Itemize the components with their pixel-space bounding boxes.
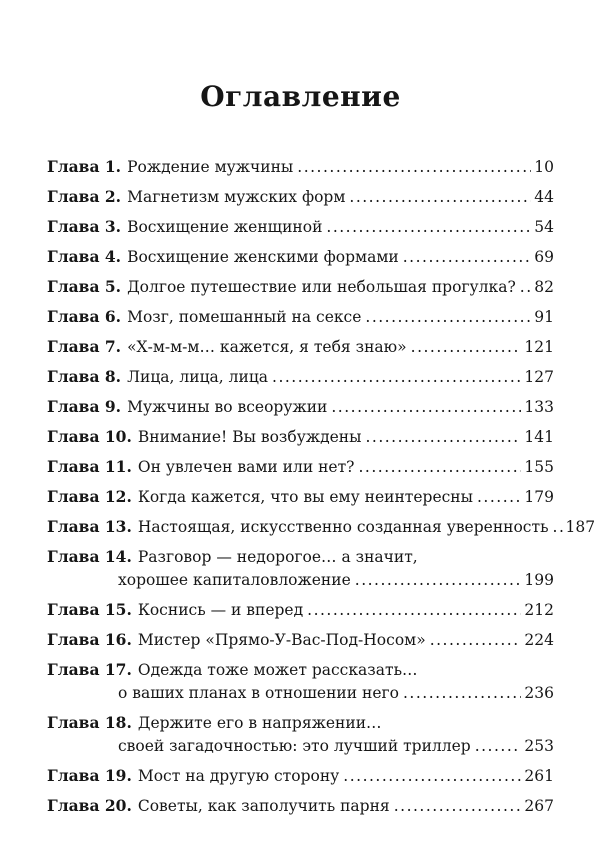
chapter-title: Мистер «Прямо-У-Вас-Под-Носом» [137,631,426,649]
dot-leader [343,765,521,788]
toc-line [47,682,554,705]
chapter-label: Глава 11. [47,457,132,476]
toc-entry [47,598,554,622]
chapter-title: Он увлечен вами или нет? [137,458,355,476]
dot-leader [553,516,563,539]
chapter-title: Магнетизм мужских форм [127,188,346,206]
toc-line [47,215,554,239]
dot-leader [365,306,531,329]
chapter-title: Держите его в напряжении… [137,714,382,732]
chapter-label: Глава 10. [47,427,132,446]
page-number: 261 [524,767,554,785]
dot-leader [394,795,522,818]
chapter-label: Глава 8. [47,367,122,386]
toc-entry [47,794,554,818]
toc-line [47,545,554,569]
page-number: 10 [534,158,554,176]
chapter-label: Глава 14. [47,547,132,566]
dot-leader [430,629,522,652]
chapter-title: Рождение мужчины [127,158,294,176]
dot-leader [520,276,532,299]
chapter-label: Глава 20. [47,796,132,815]
toc-entry [47,628,554,652]
chapter-label: Глава 15. [47,600,132,619]
page-title: Оглавление [200,80,401,113]
toc-entry [47,245,554,269]
page-number: 212 [524,601,554,619]
toc-entry [47,335,554,359]
page-number: 69 [534,248,554,266]
chapter-label: Глава 13. [47,517,132,536]
toc-entry [47,485,554,509]
dot-leader [326,216,531,239]
dot-leader [331,396,521,419]
chapter-label: Глава 7. [47,337,122,356]
chapter-title: Лица, лица, лица [127,368,269,386]
dot-leader [272,366,521,389]
chapter-title: Долгое путешествие или небольшая прогулка? [127,278,516,296]
toc-entry [47,365,554,389]
toc-line [47,735,554,758]
page-number: 91 [534,308,554,326]
chapter-label: Глава 16. [47,630,132,649]
dot-leader [403,682,521,705]
page-number: 82 [534,278,554,296]
page-number: 127 [524,368,554,386]
chapter-label: Глава 9. [47,397,122,416]
chapter-title: Одежда тоже может рассказать… [137,661,418,679]
chapter-title: «Х-м-м-м… кажется, я тебя знаю» [127,338,407,356]
dot-leader [475,735,522,758]
page-number: 187 [565,518,596,536]
chapter-label: Глава 5. [47,277,122,296]
page-number: 121 [524,338,554,356]
toc-line [47,305,554,329]
toc-line [47,628,554,652]
chapter-label: Глава 18. [47,713,132,732]
page-number: 267 [524,797,554,815]
dot-leader [307,599,521,622]
toc-entry [47,658,554,705]
toc-entry [47,545,554,592]
chapter-label: Глава 19. [47,766,132,785]
chapter-title: Коснись — и вперед [137,601,304,619]
toc-line [47,485,554,509]
chapter-title: хорошее капиталовложение [118,571,351,589]
toc-entry [47,515,596,539]
toc-line [47,275,554,299]
dot-leader [355,569,522,592]
toc-line [47,425,554,449]
chapter-label: Глава 4. [47,247,122,266]
chapter-title: Настоящая, искусственно созданная уверенность [137,518,549,536]
toc-line [47,365,554,389]
page-number: 224 [524,631,554,649]
toc-entry [47,275,554,299]
toc-list [47,155,596,818]
dot-leader [403,246,532,269]
dot-leader [358,456,521,479]
toc-entry [47,395,554,419]
toc-line [47,569,554,592]
toc-entry [47,215,554,239]
dot-leader [349,186,531,209]
toc-line [47,185,554,209]
chapter-title: Когда кажется, что вы ему неинтересны [137,488,473,506]
page-number: 54 [534,218,554,236]
chapter-title: Восхищение женскими формами [127,248,399,266]
chapter-label: Глава 17. [47,660,132,679]
page-number: 179 [524,488,554,506]
toc-line [47,794,554,818]
chapter-title: Советы, как заполучить парня [137,797,390,815]
toc-entry [47,155,554,179]
chapter-label: Глава 6. [47,307,122,326]
chapter-title: Разговор — недорогое… а значит, [137,548,418,566]
toc-entry [47,305,554,329]
toc-line [47,711,554,735]
chapter-title: о ваших планах в отношении него [118,684,399,702]
dot-leader [411,336,522,359]
toc-line [47,455,554,479]
toc-entry [47,455,554,479]
toc-line [47,598,554,622]
toc-entry [47,185,554,209]
chapter-label: Глава 3. [47,217,122,236]
page-number: 133 [524,398,554,416]
chapter-label: Глава 1. [47,157,122,176]
toc-line [47,658,554,682]
toc-line [47,335,554,359]
page-number: 199 [524,571,554,589]
toc-line [47,155,554,179]
toc-line [47,515,596,539]
page-number: 44 [534,188,554,206]
toc-line [47,245,554,269]
chapter-label: Глава 2. [47,187,122,206]
dot-leader [477,486,521,509]
chapter-label: Глава 12. [47,487,132,506]
toc-entry [47,425,554,449]
chapter-title: своей загадочностью: это лучший триллер [118,737,471,755]
chapter-title: Мужчины во всеоружии [127,398,328,416]
chapter-title: Мозг, помешанный на сексе [127,308,362,326]
page-number: 236 [524,684,554,702]
toc-entry [47,764,554,788]
chapter-title: Восхищение женщиной [127,218,323,236]
page-number: 141 [524,428,554,446]
chapter-title: Мост на другую сторону [137,767,340,785]
toc-line [47,395,554,419]
dot-leader [297,156,531,179]
page-number: 253 [524,737,554,755]
toc-line [47,764,554,788]
page-number: 155 [524,458,554,476]
chapter-title: Внимание! Вы возбуждены [137,428,362,446]
dot-leader [365,426,521,449]
toc-entry [47,711,554,758]
